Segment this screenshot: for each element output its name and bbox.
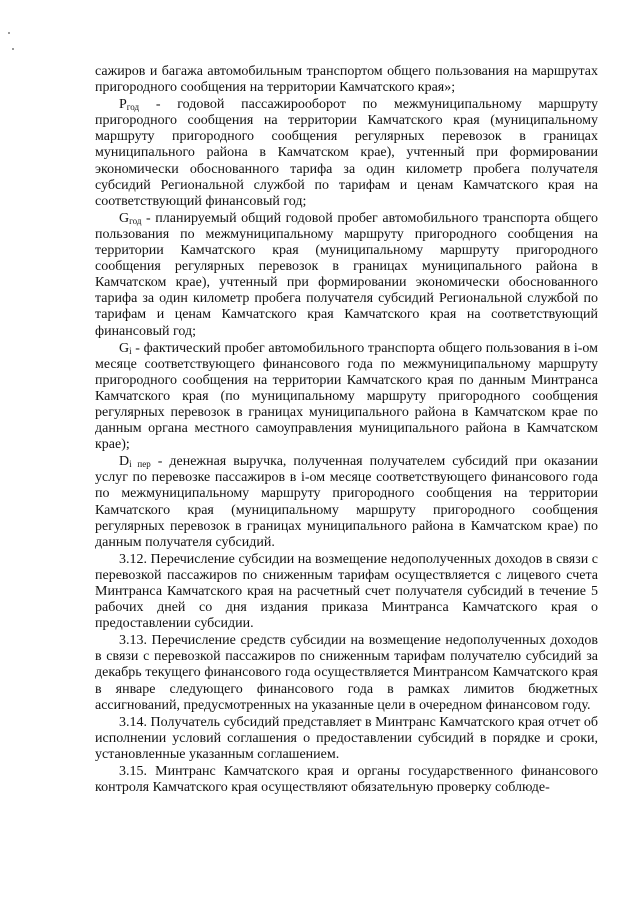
paragraph-p1: [95, 97, 598, 210]
document-body: [95, 64, 598, 797]
paragraph-text: 3.13. Перечисление средств субсидии на возмещение недополученных доходов в связи с перевозкой пассажиров по сниженным тарифам получателю субсидий за декабрь текущего финансового года осуществляется Минтрансом Камчатского края в январе следующего финансового года в рамках лимитов бюджетных ассигнований, предусмотренных на указанные цели в очередном финансовом году.: [95, 633, 598, 713]
paragraph-text: сажиров и багажа автомобильным транспортом общего пользования на маршрутах пригородного сообщения на территории Камчатского края»;: [95, 64, 598, 96]
scan-margin-marks: [6, 30, 16, 60]
paragraph-p0: [95, 64, 598, 96]
scan-dot: [12, 48, 14, 50]
paragraph-p4: [95, 454, 598, 551]
paragraph-text: - годовой пассажирооборот по межмуниципальному маршруту пригородного сообщения на территории Камчатского края (муниципальному маршруту пригородного сообщения регулярных перевозок в границах муниципального района в Камчатском крае), учтенный при формировании экономически обоснованного тарифа за один километр пробега получателя субсидий Региональной службой по тарифам и ценам Камчатского края на соответствующий финансовый год;: [95, 97, 598, 209]
paragraph-text: - фактический пробег автомобильного транспорта общего пользования в i-ом месяце соответствующего финансового года по межмуниципальному маршруту пригородного сообщения на территории Камчатского края по данным Минтранса Камчатского края (по муниципальному маршруту пригородного сообщения регулярных перевозок в границах муниципального района в Камчатском крае по данным органа местного самоуправления муниципального района в Камчатском крае);: [95, 340, 598, 453]
paragraph-p2: [95, 211, 598, 340]
paragraph-text: G: [119, 340, 130, 356]
subscript-text: год: [126, 102, 140, 113]
paragraph-text: 3.15. Минтранс Камчатского края и органы государственного финансового контроля Камчатского края осуществляют обязательную проверку соблюде-: [95, 764, 598, 796]
paragraph-p7: [95, 715, 598, 763]
paragraph-text: - денежная выручка, полученная получателем субсидий при оказании услуг по перевозке пассажиров в i-ом месяце соответствующего финансового года по межмуниципальному маршруту пригородного сообщения на территории Камчатского края (муниципальному маршруту пригородного сообщения регулярных перевозок в границах муниципального района в Камчатском крае) по данным получателя субсидий.: [95, 454, 598, 550]
paragraph-p6: [95, 633, 598, 713]
scan-dot: [8, 32, 10, 34]
paragraph-p8: [95, 764, 598, 796]
paragraph-text: 3.12. Перечисление субсидии на возмещение недополученных доходов в связи с перевозкой пассажиров по сниженным тарифам осуществляется с лицевого счета Минтранса Камчатского края на расчетный счет получателя субсидий в течение 5 рабочих дней со дня издания приказа Минтранса Камчатского края о предоставлении субсидии.: [95, 551, 598, 632]
subscript-text: i: [129, 345, 132, 356]
paragraph-text: P: [119, 97, 127, 113]
paragraph-p5: [95, 552, 598, 632]
paragraph-text: D: [119, 454, 130, 470]
paragraph-text: G: [119, 210, 130, 226]
paragraph-text: 3.14. Получатель субсидий представляет в Минтранс Камчатского края отчет об исполнении условий соглашения о предоставлении субсидий в порядке и сроки, установленные указанным соглашением.: [95, 714, 598, 762]
subscript-text: i пер: [129, 459, 151, 470]
paragraph-text: - планируемый общий годовой пробег автомобильного транспорта общего пользования по межмуниципальному маршруту пригородного сообщения на территории Камчатского края (муниципальному маршруту пригородного сообщения регулярных перевозок в границах муниципального района в Камчатском крае), учтенный при формировании экономически обоснованного тарифа за один километр пробега получателя субсидий Региональной службой по тарифам и ценам Камчатского края Камчатского края на соответствующий финансовый год;: [95, 210, 598, 339]
paragraph-p3: [95, 341, 598, 454]
subscript-text: год: [129, 215, 142, 226]
